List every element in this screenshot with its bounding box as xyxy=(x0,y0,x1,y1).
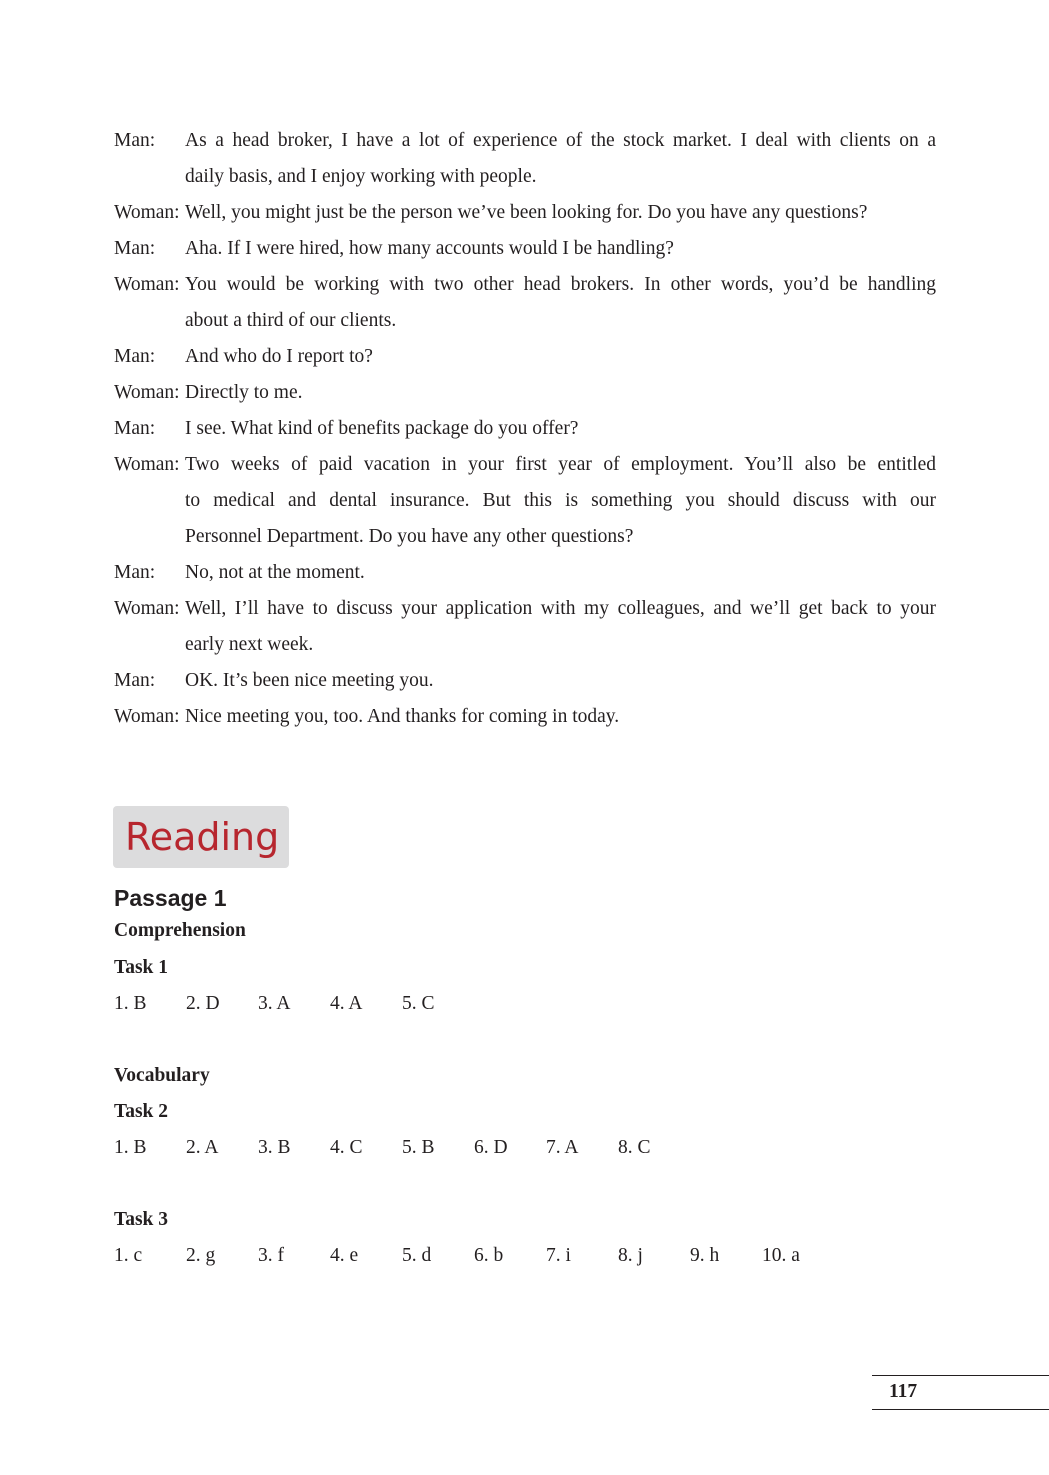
task1-heading: Task 1 xyxy=(114,957,169,978)
speaker-label: Woman: xyxy=(114,598,180,619)
task2-answers xyxy=(114,1134,690,1162)
answer-item: 7. i xyxy=(546,1245,571,1266)
speaker-label: Woman: xyxy=(114,382,180,403)
speaker-label: Woman: xyxy=(114,202,180,223)
dialogue-turn xyxy=(114,591,936,663)
dialogue-line: daily basis, and I enjoy working with people. xyxy=(185,166,537,187)
dialogue-turn xyxy=(114,123,936,195)
dialogue-turn xyxy=(114,231,936,267)
dialogue-line: Nice meeting you, too. And thanks for coming in today. xyxy=(185,706,620,727)
dialogue-turn xyxy=(114,411,936,447)
page-number-rule-top xyxy=(872,1375,1049,1376)
dialogue-line: OK. It’s been nice meeting you. xyxy=(185,670,434,691)
answer-item: 2. g xyxy=(186,1245,216,1266)
dialogue-line: Aha. If I were hired, how many accounts would I be handling? xyxy=(185,238,674,259)
dialogue-turn xyxy=(114,555,936,591)
dialogue-line: And who do I report to? xyxy=(185,346,373,367)
speaker-label: Man: xyxy=(114,346,156,367)
answer-item: 7. A xyxy=(546,1137,579,1158)
answer-item: 5. C xyxy=(402,993,435,1014)
task1-answers xyxy=(114,990,474,1018)
dialogue-turn xyxy=(114,663,936,699)
answer-item: 4. C xyxy=(330,1137,363,1158)
answer-item: 6. D xyxy=(474,1137,508,1158)
dialogue-line: Well, I’ll have to discuss your application with my colleagues, and we’ll get back to your xyxy=(185,598,936,619)
dialogue-turn xyxy=(114,699,936,735)
dialogue-line: Well, you might just be the person we’ve been looking for. Do you have any questions? xyxy=(185,202,868,223)
passage-title: Passage 1 xyxy=(114,885,227,911)
dialogue-turn xyxy=(114,447,936,555)
answer-item: 6. b xyxy=(474,1245,504,1266)
reading-section-title: Reading xyxy=(113,806,289,868)
answer-item: 5. d xyxy=(402,1245,432,1266)
answer-item: 1. B xyxy=(114,993,147,1014)
speaker-label: Woman: xyxy=(114,706,180,727)
dialogue-line: early next week. xyxy=(185,634,314,655)
answer-item: 8. j xyxy=(618,1245,643,1266)
answer-item: 2. A xyxy=(186,1137,219,1158)
answer-item: 9. h xyxy=(690,1245,720,1266)
dialogue-turn xyxy=(114,195,936,231)
answer-item: 10. a xyxy=(762,1245,800,1266)
answer-item: 3. A xyxy=(258,993,291,1014)
speaker-label: Man: xyxy=(114,130,156,151)
answer-item: 2. D xyxy=(186,993,220,1014)
dialogue-line: to medical and dental insurance. But this is something you should discuss with our xyxy=(185,490,936,511)
task3-heading: Task 3 xyxy=(114,1209,169,1230)
dialogue-line: Personnel Department. Do you have any other questions? xyxy=(185,526,634,547)
answer-item: 4. e xyxy=(330,1245,359,1266)
speaker-label: Woman: xyxy=(114,454,180,475)
dialogue-turn xyxy=(114,267,936,339)
answer-item: 1. c xyxy=(114,1245,143,1266)
dialogue-line: No, not at the moment. xyxy=(185,562,365,583)
dialogue-line: You would be working with two other head brokers. In other words, you’d be handling xyxy=(185,274,936,295)
answer-item: 3. B xyxy=(258,1137,291,1158)
vocabulary-heading: Vocabulary xyxy=(114,1065,210,1086)
dialogue-line: Two weeks of paid vacation in your first year of employment. You’ll also be entitled xyxy=(185,454,936,475)
comprehension-heading: Comprehension xyxy=(114,920,246,941)
page-number-rule-bottom xyxy=(872,1409,1049,1410)
page-number: 117 xyxy=(889,1381,918,1402)
answer-item: 5. B xyxy=(402,1137,435,1158)
dialogue-transcript xyxy=(114,123,936,735)
dialogue-line: about a third of our clients. xyxy=(185,310,397,331)
dialogue-line: Directly to me. xyxy=(185,382,303,403)
dialogue-turn xyxy=(114,375,936,411)
task3-answers xyxy=(114,1242,834,1270)
answer-item: 3. f xyxy=(258,1245,284,1266)
answer-item: 1. B xyxy=(114,1137,147,1158)
dialogue-line: As a head broker, I have a lot of experience of the stock market. I deal with clients on a xyxy=(185,130,936,151)
speaker-label: Man: xyxy=(114,562,156,583)
speaker-label: Man: xyxy=(114,238,156,259)
answer-item: 8. C xyxy=(618,1137,651,1158)
dialogue-line: I see. What kind of benefits package do you offer? xyxy=(185,418,579,439)
speaker-label: Woman: xyxy=(114,274,180,295)
speaker-label: Man: xyxy=(114,418,156,439)
task2-heading: Task 2 xyxy=(114,1101,169,1122)
speaker-label: Man: xyxy=(114,670,156,691)
dialogue-turn xyxy=(114,339,936,375)
answer-item: 4. A xyxy=(330,993,363,1014)
